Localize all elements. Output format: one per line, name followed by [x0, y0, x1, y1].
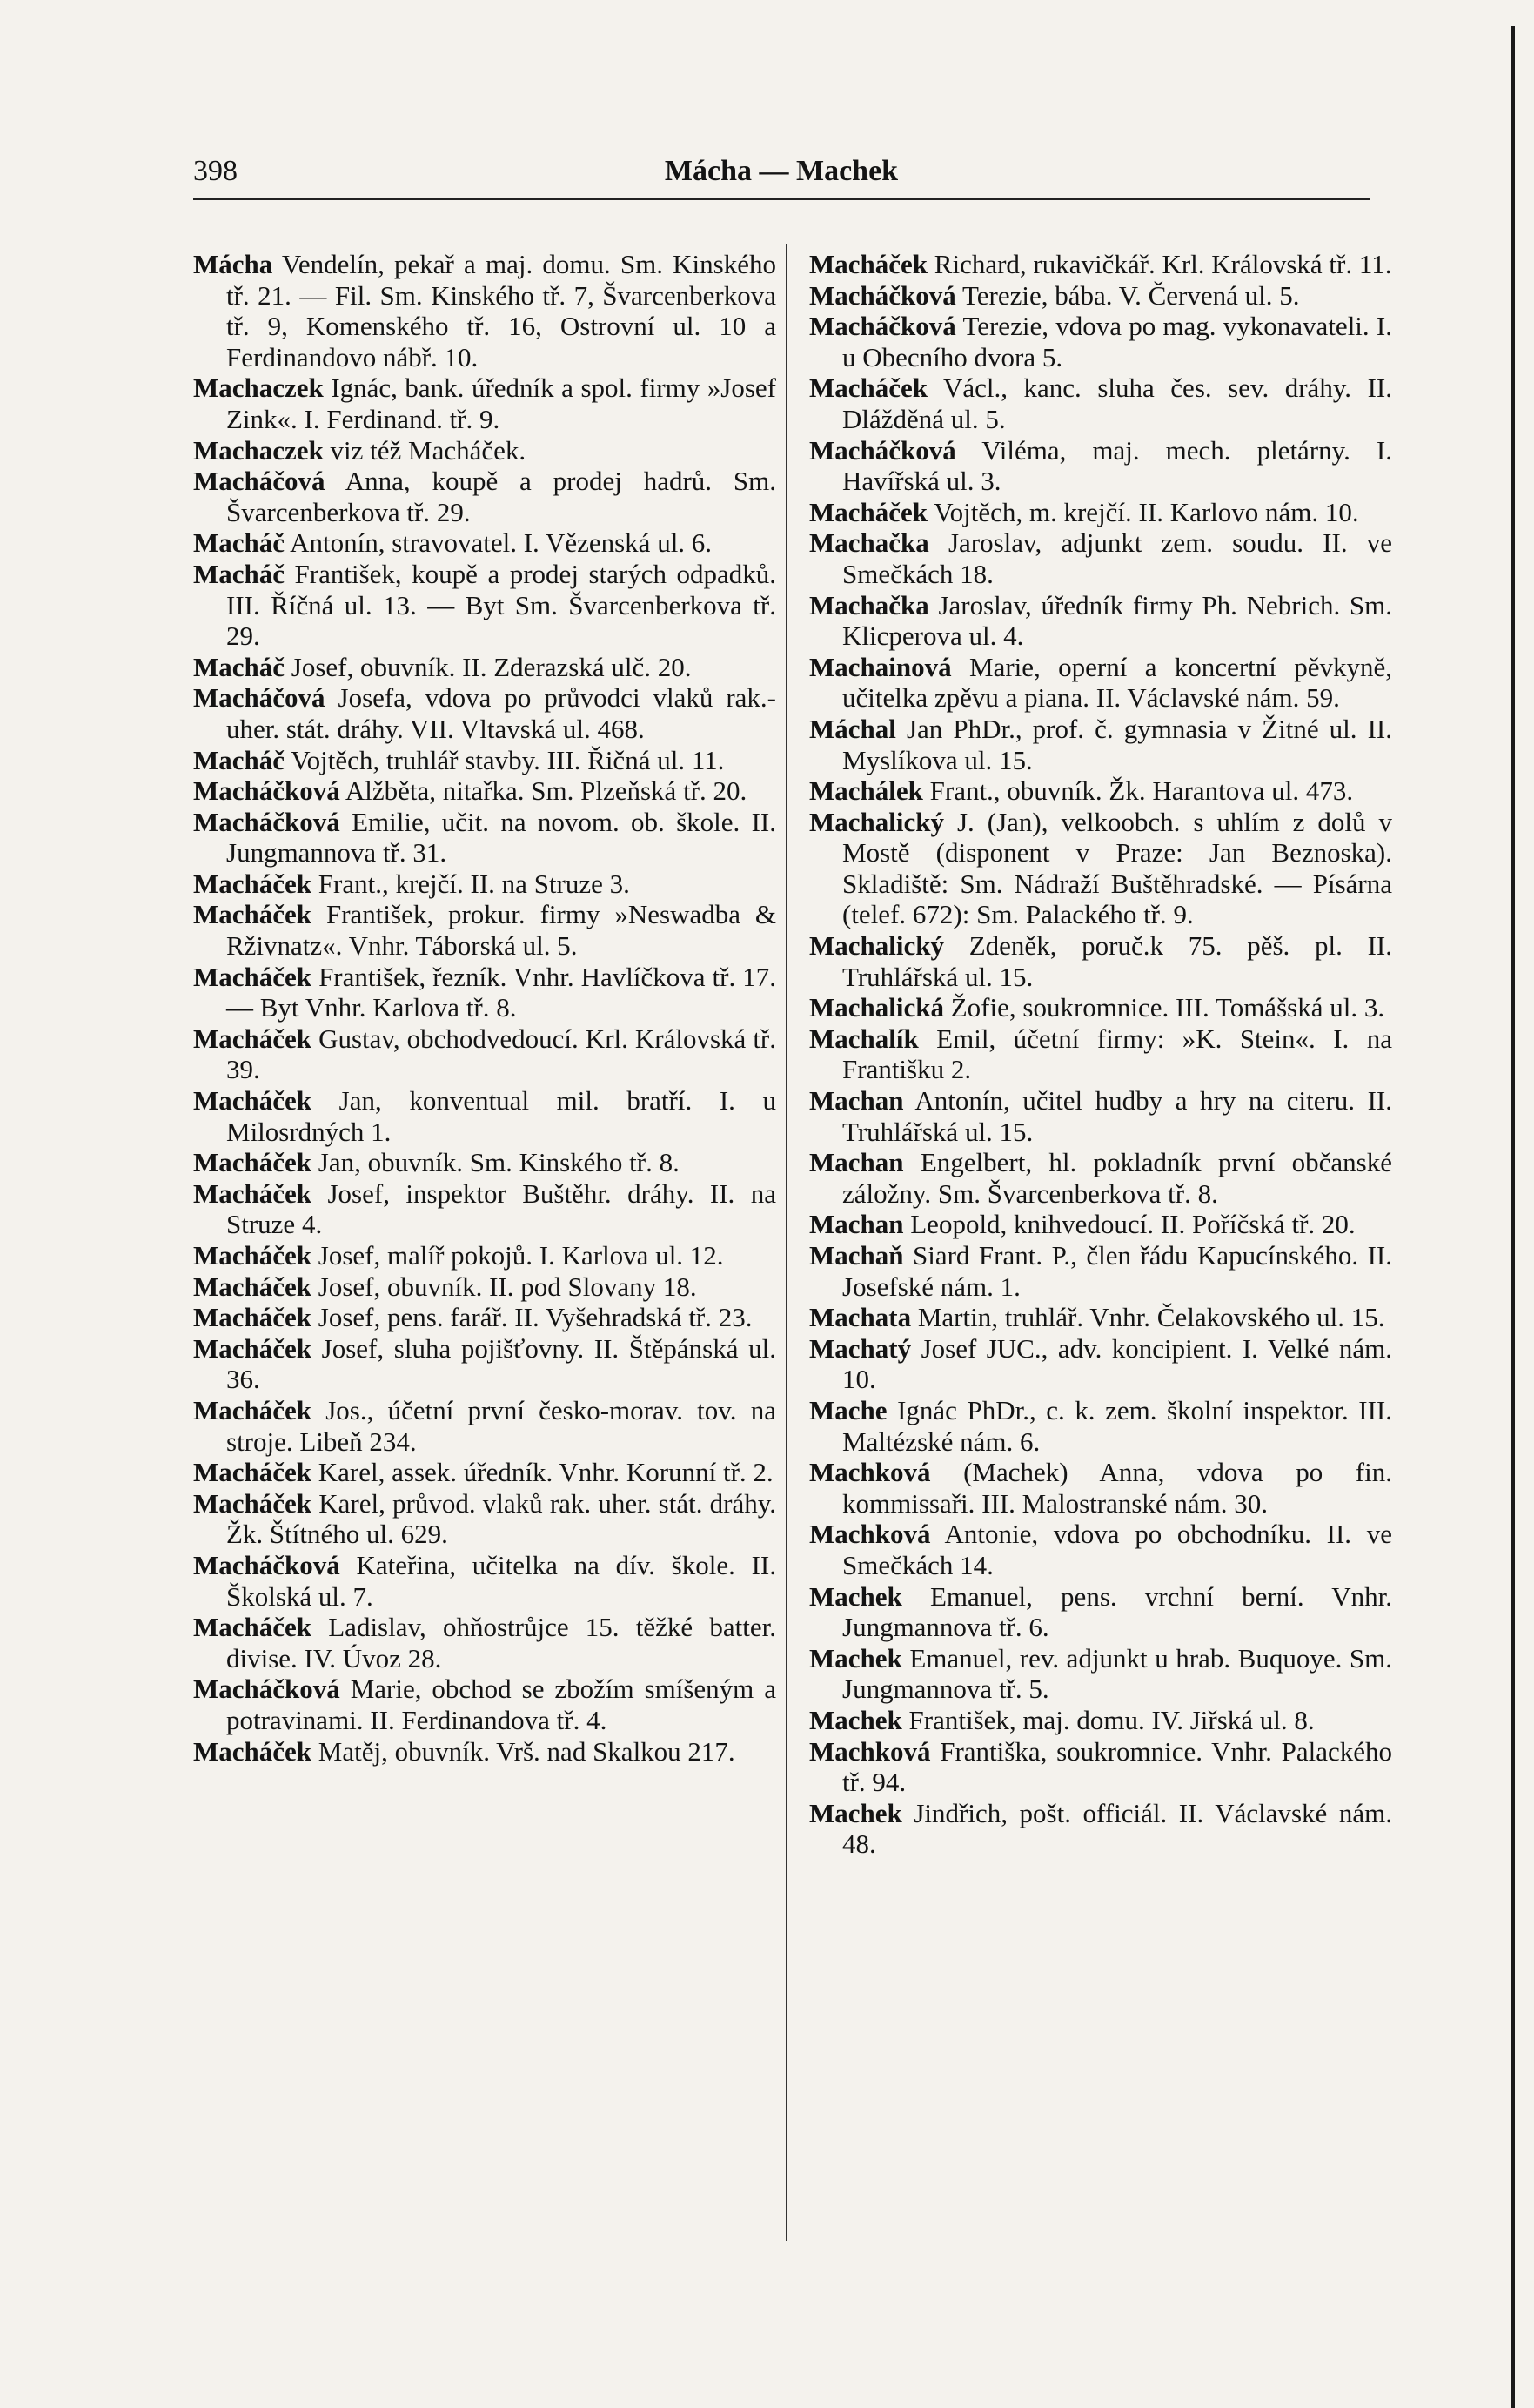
entry-surname: Macháček — [193, 1177, 312, 1209]
entry-surname: Macháček — [809, 249, 928, 279]
entry-details: František, maj. domu. IV. Jiřská ul. 8. — [908, 1704, 1315, 1735]
directory-entry — [193, 1612, 776, 1674]
entry-surname: Macháček — [809, 372, 928, 404]
entry-details: Emanuel, rev. adjunkt u hrab. Buquoye. Sm. Jungmannova tř. 5. — [842, 1642, 1393, 1705]
entry-details: Richard, rukavičkář. Krl. Královská tř. 11. — [934, 249, 1392, 279]
directory-entry — [193, 652, 776, 683]
entry-surname: Macháček — [193, 1735, 312, 1767]
entry-surname: Macháčková — [193, 806, 340, 837]
entry-surname: Machaň — [809, 1240, 904, 1271]
entry-surname: Machek — [809, 1797, 902, 1828]
entry-details: Josef, obuvník. II. pod Slovany 18. — [318, 1271, 697, 1302]
entry-details: František, prokur. firmy »Neswadba & Rživnatz«. Vnhr. Táborská ul. 5. — [226, 899, 776, 962]
directory-entry — [809, 775, 1392, 807]
entry-details: Jan PhDr., prof. č. gymnasia v Žitné ul. II. Myslíkova ul. 15. — [842, 713, 1392, 775]
directory-entry — [193, 869, 776, 900]
directory-entry — [809, 311, 1392, 372]
directory-entry — [193, 1488, 776, 1550]
directory-entry — [193, 527, 776, 559]
entry-details: Engelbert, hl. pokladník první občanské záložny. Sm. Švarcenberkova tř. 8. — [842, 1147, 1392, 1209]
entry-details: František, koupě a prodej starých odpadků. III. Říčná ul. 13. — Byt Sm. Švarcenberkova tř. 29. — [226, 558, 776, 652]
entry-details: Jos., účetní první česko-morav. tov. na stroje. Libeň 234. — [226, 1394, 776, 1457]
entry-details: Josefa, vdova po průvodci vlaků rak.-uher. stát. dráhy. VII. Vltavská ul. 468. — [226, 682, 777, 744]
entry-details: Vojtěch, m. krejčí. II. Karlovo nám. 10. — [934, 496, 1359, 527]
entry-surname: Macháčová — [193, 466, 325, 497]
directory-entry — [809, 372, 1392, 434]
directory-entry — [809, 1085, 1392, 1147]
entry-surname: Macháčková — [809, 434, 956, 466]
entry-surname: Machková — [809, 1735, 931, 1767]
entry-surname: Macháček — [193, 1332, 312, 1364]
directory-entry — [809, 590, 1392, 652]
directory-entry — [193, 1736, 776, 1767]
directory-entry — [193, 1550, 776, 1612]
directory-entry — [193, 559, 776, 652]
entry-surname: Machainová — [809, 651, 952, 682]
directory-entry — [193, 372, 776, 434]
entry-details: Matěj, obuvník. Vrš. nad Skalkou 217. — [318, 1735, 735, 1767]
entry-surname: Macháčková — [809, 311, 956, 342]
entry-details: Martin, truhlář. Vnhr. Čelakovského ul. 15. — [917, 1302, 1385, 1333]
entry-details: Emanuel, pens. vrchní berní. Vnhr. Jungmannova tř. 6. — [842, 1580, 1392, 1643]
directory-entry — [193, 1178, 776, 1240]
entry-details: Jaroslav, adjunkt zem. soudu. II. ve Smečkách 18. — [842, 527, 1393, 589]
entry-details: František, řezník. Vnhr. Havlíčkova tř. 17. — Byt Vnhr. Karlova tř. 8. — [226, 961, 777, 1023]
entry-details: Alžběta, nitařka. Sm. Plzeňská tř. 20. — [345, 775, 747, 807]
directory-entry — [193, 899, 776, 961]
directory-entry — [809, 1240, 1392, 1302]
entry-details: Žofie, soukromnice. III. Tomášská ul. 3. — [950, 992, 1385, 1023]
entry-details: Ignác PhDr., c. k. zem. školní inspektor. III. Maltézské nám. 6. — [842, 1394, 1392, 1457]
entry-surname: Macháček — [193, 1085, 312, 1117]
directory-entry — [193, 249, 776, 372]
entry-surname: Machaczek — [193, 434, 324, 466]
directory-entry — [809, 1581, 1392, 1643]
directory-entry — [193, 745, 776, 776]
directory-entry — [809, 249, 1392, 280]
entry-surname: Macháč — [193, 651, 285, 682]
directory-entry — [809, 930, 1392, 992]
entry-details: Marie, obchod se zbožím smíšeným a potravinami. II. Ferdinandova tř. 4. — [226, 1674, 776, 1735]
column-divider — [786, 244, 787, 2241]
directory-entry — [193, 1147, 776, 1178]
entry-surname: Macháček — [193, 1457, 312, 1488]
entry-surname: Machálek — [809, 775, 923, 807]
directory-entry — [809, 1519, 1392, 1580]
entry-surname: Macháčková — [193, 775, 340, 807]
directory-entry — [193, 682, 776, 744]
entry-surname: Macháček — [193, 1302, 312, 1333]
entry-details: Josef, malíř pokojů. I. Karlova ul. 12. — [318, 1240, 724, 1271]
entry-surname: Macháček — [193, 899, 312, 930]
directory-entry — [809, 1333, 1392, 1395]
entry-surname: Machan — [809, 1209, 904, 1240]
entry-details: Vojtěch, truhlář stavby. III. Řičná ul. 11. — [291, 744, 725, 775]
entry-details: Terezie, vdova po mag. vykonavateli. I. u Obecního dvora 5. — [842, 311, 1392, 372]
directory-entry — [809, 992, 1392, 1023]
entry-surname: Macháč — [193, 744, 285, 775]
entry-details: Frant., krejčí. II. na Struze 3. — [318, 868, 630, 899]
entry-surname: Macháček — [193, 1023, 312, 1054]
entry-surname: Macháč — [193, 558, 285, 589]
entry-surname: Macháčková — [193, 1549, 340, 1580]
page-edge-shadow — [1511, 26, 1515, 2408]
directory-entry — [809, 435, 1392, 497]
entry-surname: Machek — [809, 1704, 902, 1735]
entry-surname: Machačka — [809, 527, 929, 559]
directory-entry — [809, 497, 1392, 528]
entry-surname: Macháček — [193, 868, 312, 899]
entry-surname: Macháčková — [809, 279, 956, 311]
directory-entry — [809, 1395, 1392, 1457]
entry-details: Siard Frant. P., člen řádu Kapucínského. II. Josefské nám. 1. — [842, 1240, 1392, 1302]
entry-details: Ignác, bank. úředník a spol. firmy »Josef Zink«. I. Ferdinand. tř. 9. — [226, 372, 776, 434]
entry-details: Terezie, bába. V. Červená ul. 5. — [961, 279, 1300, 311]
entry-details: Josef, obuvník. II. Zderazská ulč. 20. — [291, 651, 692, 682]
entry-details: Viléma, maj. mech. pletárny. I. Havířská ul. 3. — [842, 434, 1392, 497]
directory-entry — [809, 1643, 1392, 1705]
directory-entry — [809, 652, 1392, 714]
directory-entry — [193, 435, 776, 466]
entry-details: Jan, obuvník. Sm. Kinského tř. 8. — [318, 1147, 680, 1178]
entry-surname: Machačka — [809, 589, 929, 620]
entry-surname: Machková — [809, 1519, 931, 1550]
entry-details: Zdeněk, poruč.k 75. pěš. pl. II. Truhlářská ul. 15. — [842, 930, 1392, 992]
directory-entry — [809, 807, 1392, 930]
entry-details: Františka, soukromnice. Vnhr. Palackého tř. 94. — [842, 1735, 1392, 1798]
directory-entry — [809, 1023, 1392, 1085]
directory-entry — [809, 280, 1392, 312]
entry-surname: Macháčová — [193, 682, 325, 714]
directory-entry — [809, 1705, 1392, 1736]
entry-surname: Máchal — [809, 713, 896, 744]
entry-details: Jan, konventual mil. bratří. I. u Milosrdných 1. — [226, 1085, 776, 1147]
entry-details: Josef, pens. farář. II. Vyšehradská tř. 23. — [318, 1302, 753, 1333]
entry-surname: Macháč — [193, 527, 285, 559]
entry-details: Václ., kanc. sluha čes. sev. dráhy. II. Dlážděná ul. 5. — [842, 372, 1392, 434]
entry-details: Emilie, učit. na novom. ob. škole. II. Jungmannova tř. 31. — [226, 806, 776, 869]
entry-surname: Macháček — [193, 1394, 312, 1425]
entry-details: Ladislav, ohňostrůjce 15. těžké batter. divise. IV. Úvoz 28. — [226, 1612, 776, 1674]
entry-details: Josef, sluha pojišťovny. II. Štěpánská ul. 36. — [226, 1332, 776, 1395]
directory-entry — [193, 1240, 776, 1271]
directory-entry — [809, 1798, 1392, 1860]
entry-surname: Macháčková — [193, 1674, 340, 1705]
entry-details: Karel, průvod. vlaků rak. uher. stát. dráhy. Žk. Štítného ul. 629. — [226, 1487, 776, 1550]
entry-surname: Machek — [809, 1642, 902, 1674]
entry-details: J. (Jan), velkoobch. s uhlím z dolů v Mostě (disponent v Praze: Jan Beznoska). Skladiště: Sm. Nádraží Buštěhradské. — Písárna (telef. 672): Sm. Palackého tř. 9. — [842, 806, 1392, 930]
entry-surname: Macháček — [193, 1612, 312, 1643]
directory-entry — [193, 466, 776, 527]
entry-details: Antonín, stravovatel. I. Vězenská ul. 6. — [290, 527, 713, 559]
directory-entry — [809, 1457, 1392, 1519]
entry-surname: Mache — [809, 1394, 888, 1425]
entry-details: Josef JUC., adv. koncipient. I. Velké nám. 10. — [842, 1332, 1392, 1395]
directory-entry — [193, 1302, 776, 1333]
entry-surname: Machatý — [809, 1332, 912, 1364]
entry-details: Antonín, učitel hudby a hry na citeru. II. Truhlářská ul. 15. — [842, 1085, 1392, 1147]
directory-entry — [809, 527, 1392, 589]
directory-entry — [809, 1209, 1392, 1240]
entry-details: Jindřich, pošt. officiál. II. Václavské nám. 48. — [842, 1797, 1392, 1860]
entry-surname: Machek — [809, 1580, 902, 1612]
entry-details: (Machek) Anna, vdova po fin. kommissaři. III. Malostranské nám. 30. — [842, 1457, 1392, 1519]
entry-surname: Macháček — [193, 1487, 312, 1519]
entry-surname: Machata — [809, 1302, 912, 1333]
entry-surname: Machalík — [809, 1023, 919, 1054]
directory-entry — [193, 1395, 776, 1457]
directory-entry — [193, 1085, 776, 1147]
directory-entry — [193, 775, 776, 807]
directory-entry — [193, 1333, 776, 1395]
entry-surname: Machan — [809, 1147, 904, 1178]
entry-details: Anna, koupě a prodej hadrů. Sm. Švarcenberkova tř. 29. — [226, 466, 777, 527]
entry-details: Karel, assek. úředník. Vnhr. Korunní tř. 2. — [318, 1457, 774, 1488]
entry-details: viz též Macháček. — [330, 434, 526, 466]
left-column — [193, 249, 776, 1767]
entry-surname: Macháček — [809, 496, 928, 527]
entry-details: Antonie, vdova po obchodníku. II. ve Smečkách 14. — [842, 1519, 1392, 1580]
entry-surname: Machková — [809, 1457, 931, 1488]
directory-entry — [193, 1023, 776, 1085]
entry-surname: Machalická — [809, 992, 944, 1023]
entry-details: Marie, operní a koncertní pěvkyně, učitelka zpěvu a piana. II. Václavské nám. 59. — [842, 651, 1393, 714]
entry-details: Jaroslav, úředník firmy Ph. Nebrich. Sm. Klicperova ul. 4. — [842, 589, 1393, 652]
directory-entry — [809, 1147, 1392, 1209]
entry-surname: Macháček — [193, 1240, 312, 1271]
header-rule — [193, 198, 1370, 200]
entry-surname: Macháček — [193, 1271, 312, 1302]
directory-entry — [809, 714, 1392, 775]
entry-details: Gustav, obchodvedoucí. Krl. Královská tř. 39. — [226, 1023, 777, 1085]
entry-surname: Mácha — [193, 249, 273, 279]
entry-surname: Machaczek — [193, 372, 324, 404]
directory-entry — [193, 1271, 776, 1303]
directory-entry — [193, 1674, 776, 1735]
entry-surname: Macháček — [193, 961, 312, 992]
entry-details: Vendelín, pekař a maj. domu. Sm. Kinského tř. 21. — Fil. Sm. Kinského tř. 7, Švarcenberkova tř. 9, Komenského tř. 16, Ostrovní ul. 10 a Ferdinandovo nábř. 10. — [226, 249, 776, 372]
directory-entry — [193, 962, 776, 1023]
entry-details: Emil, účetní firmy: »K. Stein«. I. na Františku 2. — [842, 1023, 1392, 1085]
directory-entry — [193, 807, 776, 869]
entry-details: Leopold, knihvedoucí. II. Poříčská tř. 20. — [910, 1209, 1356, 1240]
page-header — [193, 148, 1370, 200]
entry-details: Frant., obuvník. Žk. Harantova ul. 473. — [929, 775, 1354, 807]
entry-surname: Machalický — [809, 806, 944, 837]
entry-surname: Machalický — [809, 930, 944, 962]
directory-entry — [809, 1736, 1392, 1798]
directory-entry — [193, 1457, 776, 1488]
entry-details: Josef, inspektor Buštěhr. dráhy. II. na Struze 4. — [226, 1177, 776, 1240]
running-title: Mácha — Machek — [664, 155, 899, 187]
right-column — [809, 249, 1392, 1860]
entry-details: Kateřina, učitelka na dív. škole. II. Školská ul. 7. — [226, 1549, 776, 1612]
entry-surname: Macháček — [193, 1147, 312, 1178]
entry-surname: Machan — [809, 1085, 904, 1117]
page-number: 398 — [193, 155, 238, 187]
directory-entry — [809, 1302, 1392, 1333]
